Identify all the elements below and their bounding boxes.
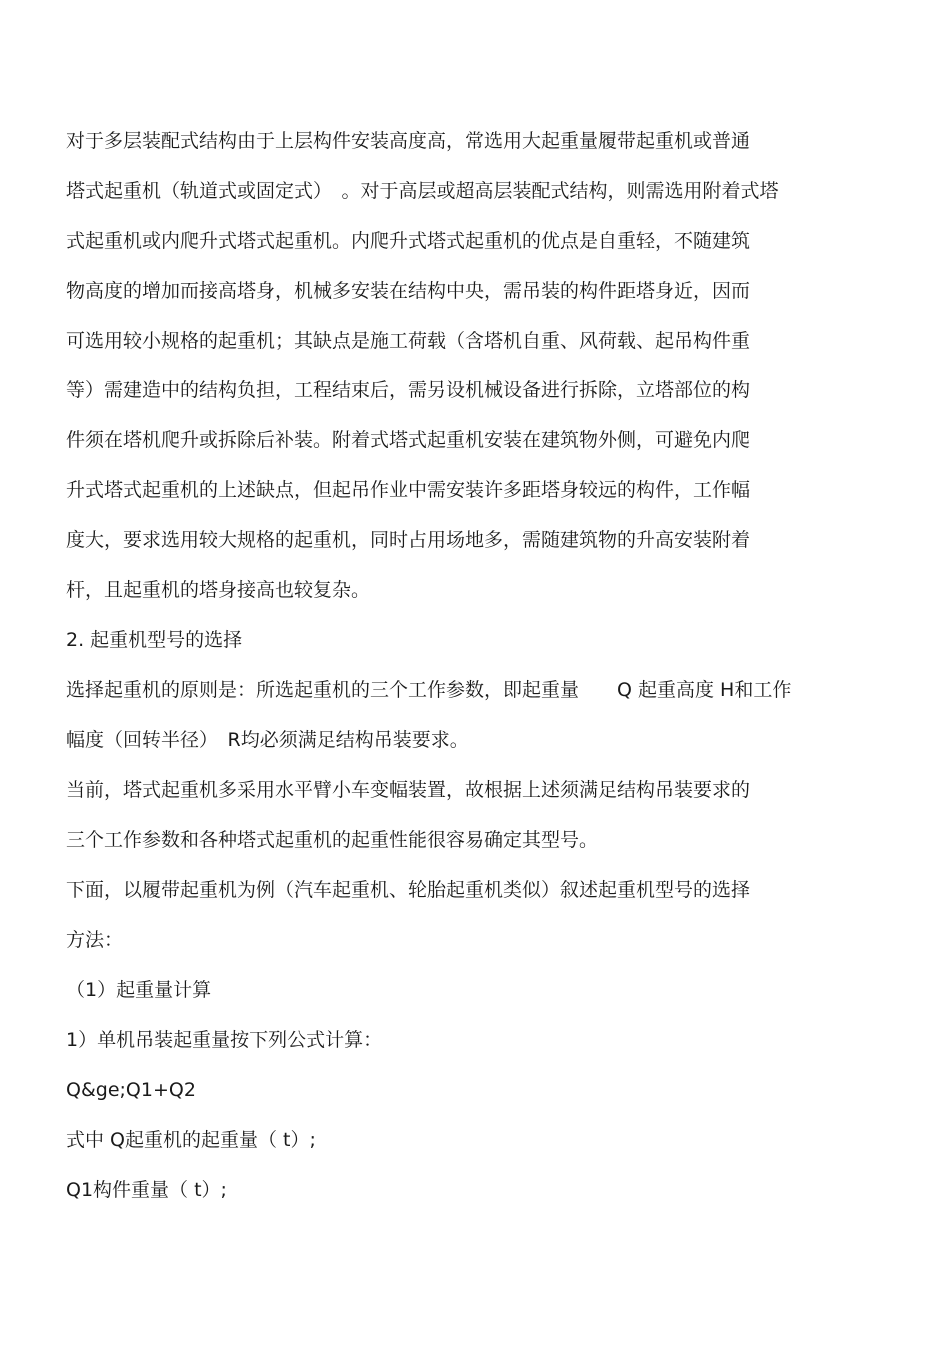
text-line: 度大，要求选用较大规格的起重机，同时占用场地多，需随建筑物的升高安装附着 [66, 529, 751, 551]
text-line: 杆，且起重机的塔身接高也较复杂。 [66, 579, 371, 601]
text-line: 当前，塔式起重机多采用水平臂小车变幅装置，故根据上述须满足结构吊装要求的 [66, 779, 751, 801]
text-line: 对于多层装配式结构由于上层构件安装高度高，常选用大起重量履带起重机或普通 [66, 130, 751, 152]
subsection-heading: （1）起重量计算 [66, 979, 212, 1001]
text-line: 下面，以履带起重机为例（汽车起重机、轮胎起重机类似）叙述起重机型号的选择 [66, 879, 751, 901]
text-line: 件须在塔机爬升或拆除后补装。附着式塔式起重机安装在建筑物外侧，可避免内爬 [66, 429, 751, 451]
section-heading: 2. 起重机型号的选择 [66, 629, 243, 651]
formula: Q&ge;Q1+Q2 [66, 1079, 196, 1101]
text-line: 1）单机吊装起重量按下列公式计算： [66, 1029, 383, 1051]
text-line: 式起重机或内爬升式塔式起重机。内爬升式塔式起重机的优点是自重轻，不随建筑 [66, 230, 751, 252]
text-line: 塔式起重机（轨道式或固定式） 。对于高层或超高层装配式结构，则需选用附着式塔 [66, 180, 779, 202]
text-line: 三个工作参数和各种塔式起重机的起重性能很容易确定其型号。 [66, 829, 599, 851]
text-line: 幅度（回转半径） R均必须满足结构吊装要求。 [66, 729, 469, 751]
text-line: 式中 Q起重机的起重量（ t）; [66, 1129, 316, 1151]
text-line: 等）需建造中的结构负担，工程结束后，需另设机械设备进行拆除，立塔部位的构 [66, 379, 751, 401]
text-line: 方法： [66, 929, 124, 951]
text-line: 选择起重机的原则是：所选起重机的三个工作参数，即起重量 Q 起重高度 H和工作 [66, 679, 792, 701]
text-line: 物高度的增加而接高塔身，机械多安装在结构中央，需吊装的构件距塔身近，因而 [66, 280, 751, 302]
text-line: 可选用较小规格的起重机；其缺点是施工荷载（含塔机自重、风荷载、起吊构件重 [66, 330, 751, 352]
text-line: 升式塔式起重机的上述缺点，但起吊作业中需安装许多距塔身较远的构件，工作幅 [66, 479, 751, 501]
text-line: Q1构件重量（ t）; [66, 1179, 227, 1201]
